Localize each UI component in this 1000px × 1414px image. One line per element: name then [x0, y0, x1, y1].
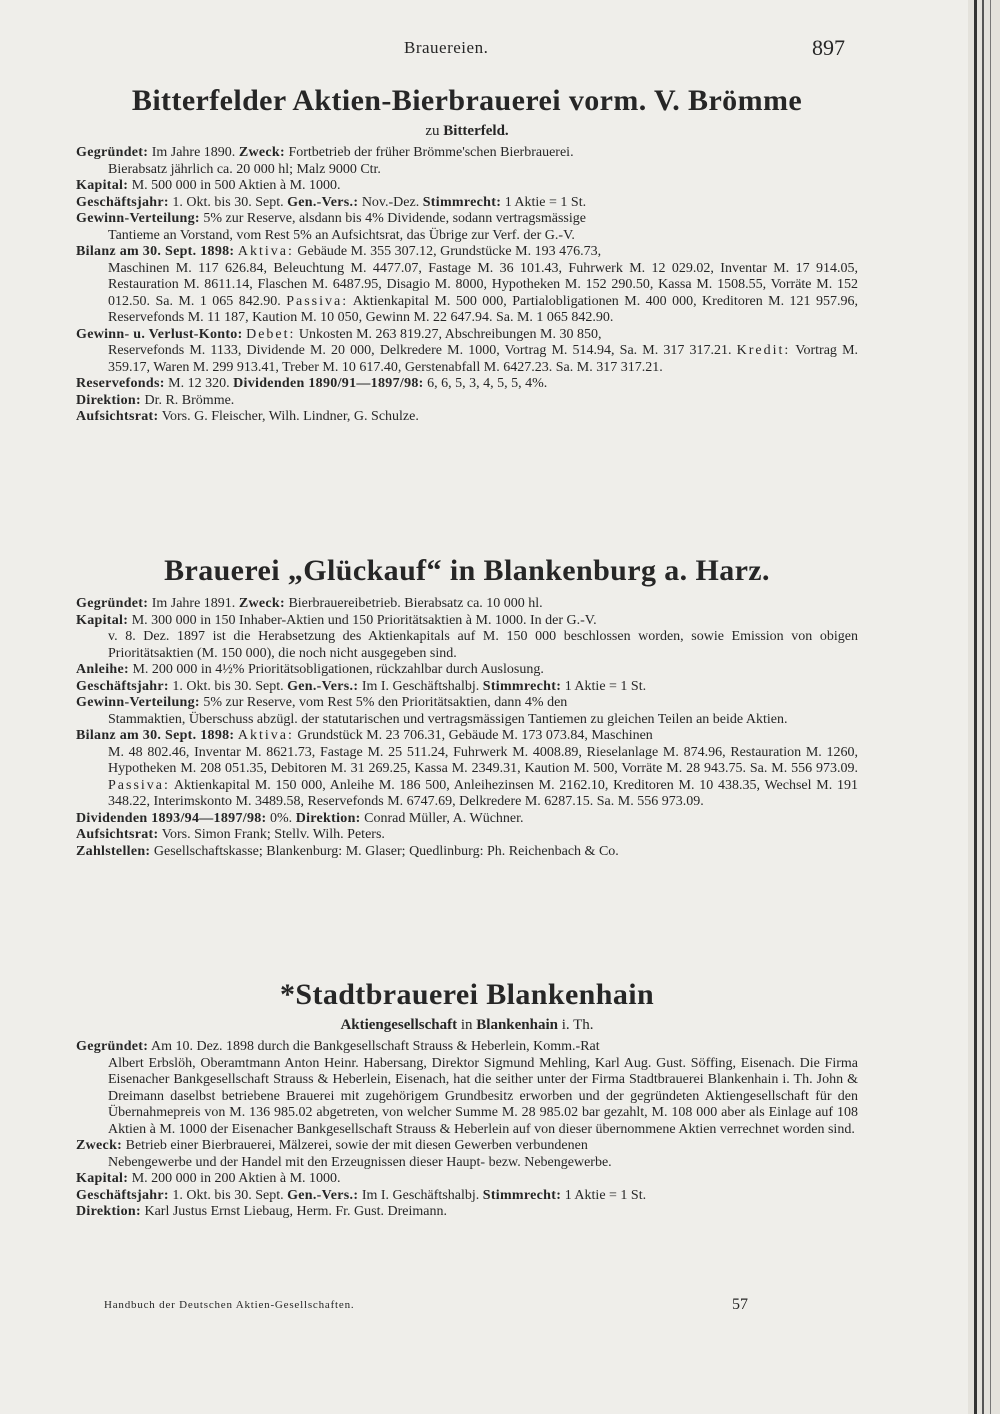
entry-direktion: [76, 393, 858, 410]
entry-label: Zweck:: [238, 596, 285, 611]
scan-edge: [974, 0, 977, 1414]
entry-text: M. 200 000 in 4½% Prioritätsobligationen, rückzahlbar durch Auslosung.: [132, 662, 544, 677]
entry-text: Conrad Müller, A. Wüchner.: [364, 810, 524, 826]
page-footer: [104, 1296, 864, 1316]
entry-text: Grundstück M. 23 706.31, Gebäude M. 173 073.84, Maschinen: [297, 728, 653, 743]
entry-continuation: Bierabsatz jährlich ca. 20 000 hl; Malz 9000 Ctr.: [108, 161, 381, 177]
entry-bilanz: [76, 244, 858, 327]
running-head: [0, 35, 1000, 68]
entry-label: Gewinn-Verteilung:: [76, 695, 200, 710]
entry-kapital: [76, 178, 858, 195]
entry-label: Zahlstellen:: [76, 843, 151, 859]
entry-text: 1 Aktie = 1 St.: [504, 194, 587, 210]
entry-key: Aktiva:: [237, 728, 294, 743]
entry-continuation: v. 8. Dez. 1897 ist die Herabsetzung des Aktienkapitals auf M. 150 000 beschlossen worden, sowie Emission von obigen Prioritätsaktien (M. 150 000), die noch nicht ausgegeben sind.: [108, 629, 858, 661]
entry-label: Stimmrecht:: [482, 678, 562, 694]
entry-label: Zweck:: [76, 1138, 123, 1153]
footer-signature: 57: [732, 1296, 748, 1313]
entry-label: Gen.-Vers.:: [287, 1187, 359, 1203]
page-number: 897: [812, 35, 845, 60]
section-title: Bitterfelder Aktien-Bierbrauerei vorm. V. Brömme: [131, 84, 803, 117]
entry-dividenden: [76, 811, 858, 828]
entry-geschaeftsjahr: [76, 679, 858, 696]
entry-gegruendet: [76, 1039, 858, 1138]
entry-label: Reservefonds:: [76, 376, 165, 391]
entry-gewinn-verlust-konto: [76, 327, 858, 377]
entry-gegruendet: [76, 145, 858, 178]
entry-continuation: Tantieme an Vorstand, vom Rest 5% an Aufsichtsrat, das Übrige zur Verf. der G.-V.: [108, 227, 575, 243]
entry-text: 0%.: [270, 810, 293, 826]
entry-label: Kapital:: [76, 178, 129, 193]
entry-label: Gewinn- u. Verlust-Konto:: [76, 326, 243, 342]
section-glueckauf: [76, 552, 858, 860]
entry-text: 1 Aktie = 1 St.: [564, 1187, 647, 1203]
entry-label: Kapital:: [76, 1171, 129, 1186]
entry-label: Gen.-Vers.:: [287, 194, 359, 210]
entry-label: Dividenden 1893/94—1897/98:: [76, 810, 267, 826]
entry-anleihe: [76, 662, 858, 679]
entry-kapital: [76, 1171, 858, 1188]
entry-text: Vors. G. Fleischer, Wilh. Lindner, G. Schulze.: [161, 409, 419, 424]
subtitle-place: Bitterfeld.: [443, 123, 509, 139]
entry-label: Gen.-Vers.:: [287, 678, 359, 694]
entry-label: Zweck:: [238, 145, 285, 160]
section-stadtbrauerei-blankenhain: [76, 976, 858, 1221]
section-title: Brauerei „Glückauf“ in Blankenburg a. Harz.: [164, 554, 770, 587]
entry-continuation: [76, 343, 858, 376]
entry-label: Kapital:: [76, 612, 129, 628]
entry-text: Nov.-Dez.: [361, 194, 420, 210]
entry-text: Am 10. Dez. 1898 durch die Bankgesellschaft Strauss & Heberlein, Komm.-Rat: [150, 1039, 600, 1054]
entry-text: M. 300 000 in 150 Inhaber-Aktien und 150 Prioritätsaktien à M. 1000. In der G.-V.: [131, 612, 597, 628]
entry-label: Stimmrecht:: [482, 1187, 562, 1203]
entry-key: Aktiva:: [237, 244, 294, 259]
entry-text: 6, 6, 5, 3, 4, 5, 5, 4%.: [427, 376, 548, 391]
entry-key: Passiva:: [286, 293, 349, 309]
entry-label: Direktion:: [295, 810, 361, 826]
entry-text: Betrieb einer Bierbrauerei, Mälzerei, sowie der mit diesen Gewerben verbundenen: [125, 1138, 588, 1153]
footer-publication: Handbuch der Deutschen Aktien-Gesellschaften.: [104, 1299, 355, 1311]
subtitle-place: Blankenhain: [476, 1017, 558, 1033]
entry-label: Geschäftsjahr:: [76, 678, 169, 694]
entry-text: 5% zur Reserve, alsdann bis 4% Dividende, sodann vertragsmässige: [203, 211, 586, 226]
entry-aufsichtsrat: [76, 827, 858, 844]
entry-text: Unkosten M. 263 819.27, Abschreibungen M. 30 850,: [298, 326, 602, 342]
entry-bilanz: [76, 728, 858, 811]
scan-edge: [990, 0, 991, 1414]
entry-text: Im Jahre 1891.: [151, 596, 236, 611]
entry-label: Stimmrecht:: [422, 194, 502, 210]
entry-label: Geschäftsjahr:: [76, 194, 169, 210]
entry-text: M. 500 000 in 500 Aktien à M. 1000.: [131, 178, 341, 193]
subtitle-connector: in: [460, 1017, 473, 1033]
subtitle-prefix: zu: [425, 123, 440, 139]
entry-label: Direktion:: [76, 392, 141, 408]
entry-text: 5% zur Reserve, vom Rest 5% den Prioritätsaktien, dann 4% den: [203, 695, 568, 710]
entry-text: 1 Aktie = 1 St.: [564, 678, 647, 694]
entry-text: Aktienkapital M. 150 000, Anleihe M. 186 500, Anleihezinsen M. 2162.10, Kreditoren M. 10 438.35, Wechsel M. 191 348.22, Interimskonto M. 3489.58, Reservefonds M. 6747.69, Delkredere M. 6287.15. Sa. M. 556 973.09.: [108, 777, 858, 809]
entry-text: Gesellschaftskasse; Blankenburg: M. Glaser; Quedlinburg: Ph. Reichenbach & Co.: [153, 843, 619, 859]
section-bitterfelder: [76, 82, 858, 426]
entry-label: Bilanz am 30. Sept. 1898:: [76, 244, 235, 259]
entry-label: Direktion:: [76, 1204, 141, 1219]
entry-text: 1. Okt. bis 30. Sept.: [172, 194, 284, 210]
entry-text: Karl Justus Ernst Liebaug, Herm. Fr. Gust. Dreimann.: [144, 1204, 447, 1219]
entry-text: Fortbetrieb der früher Brömme'schen Bierbrauerei.: [288, 145, 574, 160]
entry-kapital: [76, 613, 858, 663]
entry-text: Im I. Geschäftshalbj.: [361, 678, 480, 694]
entry-continuation: Nebengewerbe und der Handel mit den Erzeugnissen dieser Haupt- bezw. Nebengewerbe.: [108, 1154, 612, 1170]
entry-geschaeftsjahr: [76, 1188, 858, 1205]
entry-gewinn-verteilung: [76, 695, 858, 728]
running-head-title: Brauereien.: [404, 38, 489, 57]
entry-label: Gegründet:: [76, 1039, 149, 1054]
entry-text: Im Jahre 1890.: [151, 145, 236, 160]
scan-edge: [982, 0, 984, 1414]
entry-text: M. 200 000 in 200 Aktien à M. 1000.: [131, 1171, 341, 1186]
entry-text: Aktienkapital M. 500 000, Partialobligationen M. 400 000, Kreditoren M. 121 957.96, Reservefonds M. 11 187, Kaution M. 10 050, Gewinn M. 22 647.94. Sa. M. 1 065 842.90.: [108, 293, 859, 325]
entry-text: Dr. R. Brömme.: [144, 392, 235, 408]
entry-key: Debet:: [246, 326, 296, 342]
entry-continuation: Albert Erbslöh, Oberamtmann Anton Heinr. Habersang, Direktor Sigmund Mehling, Karl Aug. Gust. Söffing, Eisenach. Die Firma Eisenacher Bankgesellschaft Strauss & Heberlein, Eisenach, hat die seither unter der Firma Stadtbrauerei Blankenhain i. Th. John & Dreimann daselbst betriebene Brauerei mit zugehörigem Grundbesitz erworben und der gegründeten Aktiengesellschaft für den Übernahmepreis von M. 136 985.02 abgetreten, von welcher Summe M. 28 985.02 bar gezahlt, M. 108 000 aber als Einlage auf 108 Aktien à M. 1000 der Eisenacher Bankgesellschaft Strauss & Heberlein auf von dieser übernommene Aktien verrechnet worden sind.: [108, 1055, 858, 1137]
entry-geschaeftsjahr: [76, 195, 858, 212]
entry-zweck: [76, 1138, 858, 1171]
entry-aufsichtsrat: [76, 409, 858, 426]
entry-text: M. 48 802.46, Inventar M. 8621.73, Fastage M. 25 511.24, Fuhrwerk M. 4008.89, Rieselanlage M. 874.96, Restauration M. 1260, Hypotheken M. 208 051.35, Debitoren M. 31 269.25, Kassa M. 2349.31, Kaution M. 500, Vorräte M. 28 943.75. Sa. M. 556 973.09.: [108, 744, 858, 776]
entry-label: Aufsichtsrat:: [76, 409, 159, 424]
entry-gegruendet: [76, 596, 858, 613]
entry-reservefonds: [76, 376, 858, 393]
entry-label: Aufsichtsrat:: [76, 827, 159, 842]
entry-text: M. 12 320.: [168, 376, 230, 391]
entry-continuation: Stammaktien, Überschuss abzügl. der statutarischen und vertragsmässigen Tantiemen zu gleichen Teilen an beide Aktien.: [108, 711, 788, 727]
entry-text: Im I. Geschäftshalbj.: [361, 1187, 480, 1203]
entry-continuation: [76, 261, 858, 327]
entry-key: Kredit:: [736, 343, 791, 358]
entry-label: Gegründet:: [76, 145, 149, 160]
entry-text: Maschinen M. 117 626.84, Beleuchtung M. 4477.07, Fastage M. 36 101.43, Fuhrwerk M. 12 029.02, Inventar M. 17 914.05, Restauration M. 8611.14, Flaschen M. 6487.95, Disagio M. 8000, Hypotheken M. 152 290.50, Kassa M. 1508.55, Vorräte M. 152 012.50. Sa. M. 1 065 842.90.: [108, 260, 858, 309]
subtitle-suffix: i. Th.: [561, 1017, 594, 1033]
entry-text: Reservefonds M. 1133, Dividende M. 20 000, Delkredere M. 1000, Vortrag M. 514.94, Sa. M. 317 317.21.: [108, 343, 732, 358]
entry-text: 1. Okt. bis 30. Sept.: [172, 678, 284, 694]
entry-key: Passiva:: [108, 777, 170, 793]
entry-text: Gebäude M. 355 307.12, Grundstücke M. 193 476.73,: [297, 244, 602, 259]
section-title: *Stadtbrauerei Blankenhain: [279, 978, 655, 1011]
entry-text: 1. Okt. bis 30. Sept.: [172, 1187, 284, 1203]
entry-label: Gewinn-Verteilung:: [76, 211, 200, 226]
entry-label: Geschäftsjahr:: [76, 1187, 169, 1203]
entry-label: Bilanz am 30. Sept. 1898:: [76, 728, 235, 743]
section-subtitle: [76, 120, 858, 142]
entry-label: Anleihe:: [76, 662, 129, 677]
entry-text: Vortrag M. 359.17, Waren M. 299 913.41, Treber M. 10 617.40, Gerstenabfall M. 6427.23. Sa. M. 317 317.21.: [108, 343, 859, 375]
entry-text: Vors. Simon Frank; Stellv. Wilh. Peters.: [161, 827, 385, 842]
entry-direktion: [76, 1204, 858, 1221]
entry-zahlstellen: [76, 844, 858, 861]
section-subtitle: [76, 1014, 858, 1036]
entry-label: Gegründet:: [76, 596, 149, 611]
entry-continuation: [76, 745, 858, 811]
entry-label: Dividenden 1890/91—1897/98:: [233, 376, 424, 391]
entry-gewinn-verteilung: [76, 211, 858, 244]
entry-text: Bierbrauereibetrieb. Bierabsatz ca. 10 000 hl.: [288, 596, 543, 611]
subtitle-company: Aktiengesellschaft: [340, 1017, 458, 1033]
